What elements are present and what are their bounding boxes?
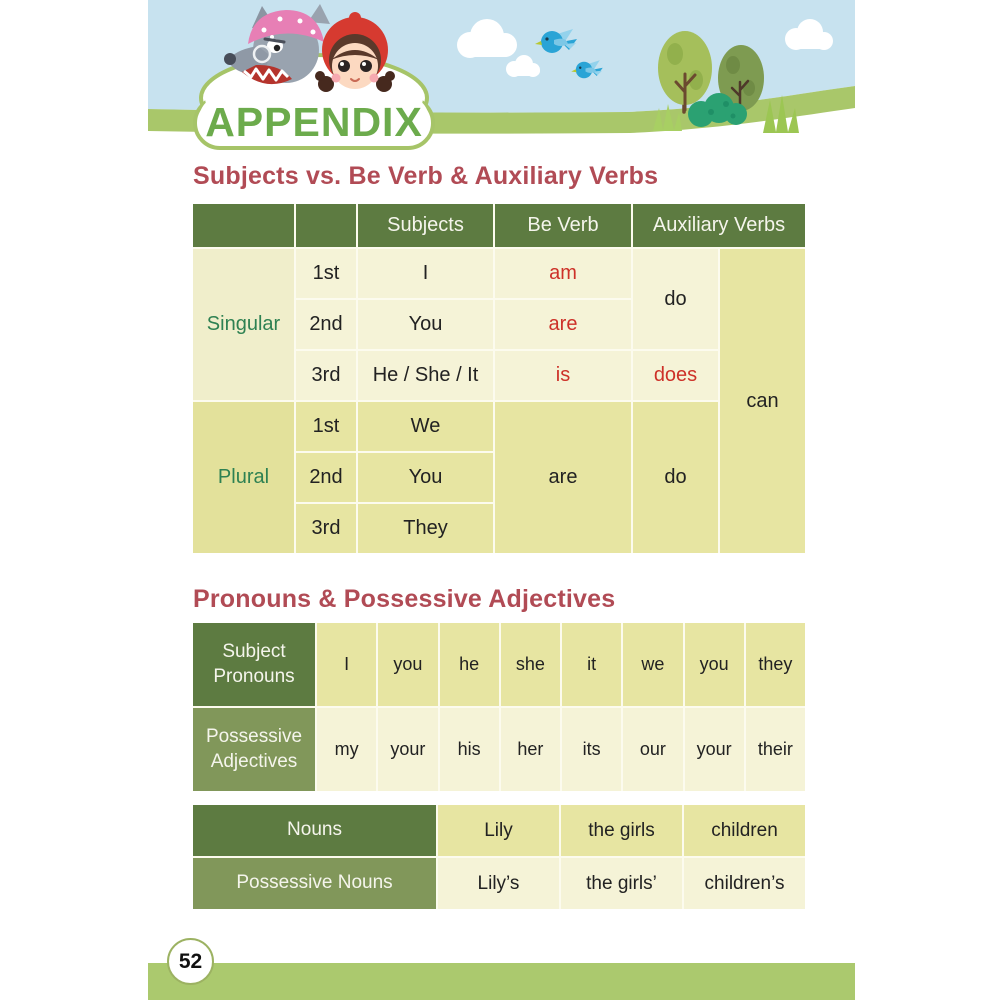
be-verb-cell: is <box>495 351 631 400</box>
adjective-cell: its <box>562 708 621 791</box>
possessive-noun-cell: children’s <box>684 858 805 909</box>
person-cell: 1st <box>296 402 356 451</box>
footer-band <box>148 963 855 1000</box>
person-cell: 3rd <box>296 351 356 400</box>
header-blank <box>193 204 294 247</box>
subject-cell: We <box>358 402 493 451</box>
adjective-cell: your <box>685 708 744 791</box>
row-header-possessive-adjectives: Possessive Adjectives <box>193 708 315 791</box>
adjective-cell: our <box>623 708 682 791</box>
subject-cell: He / She / It <box>358 351 493 400</box>
adjective-cell: their <box>746 708 805 791</box>
aux-do-cell: do <box>633 402 718 553</box>
pronoun-cell: he <box>440 623 499 706</box>
page-number-badge: 52 <box>167 938 214 985</box>
header-subjects: Subjects <box>358 204 493 247</box>
adjective-cell: his <box>440 708 499 791</box>
pronoun-cell: you <box>685 623 744 706</box>
be-verb-cell: are <box>495 402 631 553</box>
possessive-noun-cell: Lily’s <box>438 858 559 909</box>
pronoun-cell: we <box>623 623 682 706</box>
pronoun-cell: you <box>378 623 437 706</box>
person-cell: 1st <box>296 249 356 298</box>
aux-do-cell: do <box>633 249 718 349</box>
pronoun-cell: they <box>746 623 805 706</box>
header-blank <box>296 204 356 247</box>
row-header-nouns: Nouns <box>193 805 436 856</box>
subject-cell: They <box>358 504 493 553</box>
adjective-cell: your <box>378 708 437 791</box>
group-label-plural: Plural <box>193 402 294 553</box>
pronoun-cell: it <box>562 623 621 706</box>
row-header-possessive-nouns: Possessive Nouns <box>193 858 436 909</box>
subject-cell: You <box>358 300 493 349</box>
aux-does-cell: does <box>633 351 718 400</box>
be-verb-cell: are <box>495 300 631 349</box>
noun-cell: children <box>684 805 805 856</box>
nouns-table <box>193 805 805 909</box>
aux-can-cell: can <box>720 249 805 553</box>
pronoun-cell: she <box>501 623 560 706</box>
row-header-subject-pronouns: Subject Pronouns <box>193 623 315 706</box>
person-cell: 3rd <box>296 504 356 553</box>
subject-cell: You <box>358 453 493 502</box>
noun-cell: Lily <box>438 805 559 856</box>
adjective-cell: her <box>501 708 560 791</box>
subjects-table <box>193 204 805 553</box>
noun-cell: the girls <box>561 805 682 856</box>
appendix-title: APPENDIX <box>205 99 423 145</box>
be-verb-cell: am <box>495 249 631 298</box>
possessive-noun-cell: the girls’ <box>561 858 682 909</box>
person-cell: 2nd <box>296 300 356 349</box>
pronoun-cell: I <box>317 623 376 706</box>
section-title-subjects: Subjects vs. Be Verb & Auxiliary Verbs <box>193 162 659 190</box>
group-label-singular: Singular <box>193 249 294 400</box>
header-be-verb: Be Verb <box>495 204 631 247</box>
subject-cell: I <box>358 249 493 298</box>
book-page <box>148 0 855 1000</box>
section-title-pronouns: Pronouns & Possessive Adjectives <box>193 585 616 613</box>
header-auxiliary-verbs: Auxiliary Verbs <box>633 204 805 247</box>
person-cell: 2nd <box>296 453 356 502</box>
pronouns-table <box>193 623 805 791</box>
header-illustration <box>148 0 855 152</box>
adjective-cell: my <box>317 708 376 791</box>
